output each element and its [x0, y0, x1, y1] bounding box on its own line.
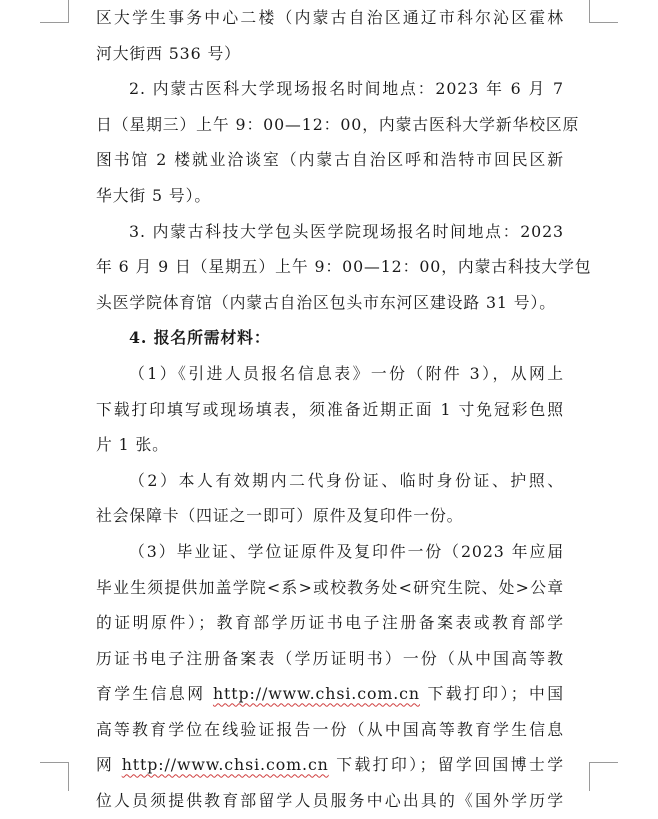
- text-line: 河大街西 536 号）: [96, 43, 241, 63]
- crop-mark-top-right: [589, 0, 618, 23]
- text-line: 片 1 张。: [96, 435, 169, 455]
- url-link[interactable]: http://www.chsi.com.cn: [121, 755, 329, 775]
- crop-mark-bottom-left: [40, 762, 69, 791]
- text-line: 日（星期三）上午 9：00—12：00，内蒙古医科大学新华校区原: [96, 114, 580, 134]
- text-line: （3）毕业证、学位证原件及复印件一份（2023 年应届: [129, 541, 564, 561]
- text-line: 育学生信息网 http://www.chsi.com.cn 下载打印）；中国: [96, 684, 564, 704]
- text-line: 毕业生须提供加盖学院<系>或校教务处<研究生院、处>公章: [96, 577, 564, 597]
- section-heading: 4. 报名所需材料：: [129, 328, 271, 348]
- text-line: 华大街 5 号）。: [96, 185, 212, 205]
- text-line: 高等教育学位在线验证报告一份（从中国高等教育学生信息: [96, 719, 564, 739]
- text-line: 历证书电子注册备案表（学历证明书）一份（从中国高等教: [96, 648, 564, 668]
- text-line: 头医学院体育馆（内蒙古自治区包头市东河区建设路 31 号）。: [96, 292, 556, 312]
- text-line: 图书馆 2 楼就业洽谈室（内蒙古自治区呼和浩特市回民区新: [96, 150, 564, 170]
- text-line: 区大学生事务中心二楼（内蒙古自治区通辽市科尔沁区霍林: [96, 8, 564, 27]
- text-line: 3. 内蒙古科技大学包头医学院现场报名时间地点：2023: [129, 221, 564, 241]
- text-line: （1）《引进人员报名信息表》一份（附件 3），从网上: [129, 363, 564, 383]
- crop-mark-top-left: [40, 0, 69, 23]
- text-line: 的证明原件）；教育部学历证书电子注册备案表或教育部学: [96, 613, 564, 633]
- text-line: （2）本人有效期内二代身份证、临时身份证、护照、: [129, 470, 564, 490]
- text-line: 网 http://www.chsi.com.cn 下载打印）；留学回国博士学: [96, 755, 564, 775]
- text-line: 社会保障卡（四证之一即可）原件及复印件一份。: [96, 506, 464, 526]
- text-line: 位人员须提供教育部留学人员服务中心出具的《国外学历学: [96, 791, 564, 811]
- document-body[interactable]: [96, 0, 592, 819]
- crop-mark-bottom-right: [589, 762, 618, 791]
- text-line: 年 6 月 9 日（星期五）上午 9：00—12：00，内蒙古科技大学包: [96, 257, 592, 277]
- text-line: 下载打印填写或现场填表，须准备近期正面 1 寸免冠彩色照: [96, 399, 564, 419]
- url-link[interactable]: http://www.chsi.com.cn: [212, 684, 420, 704]
- text-line: 2. 内蒙古医科大学现场报名时间地点：2023 年 6 月 7: [129, 79, 564, 99]
